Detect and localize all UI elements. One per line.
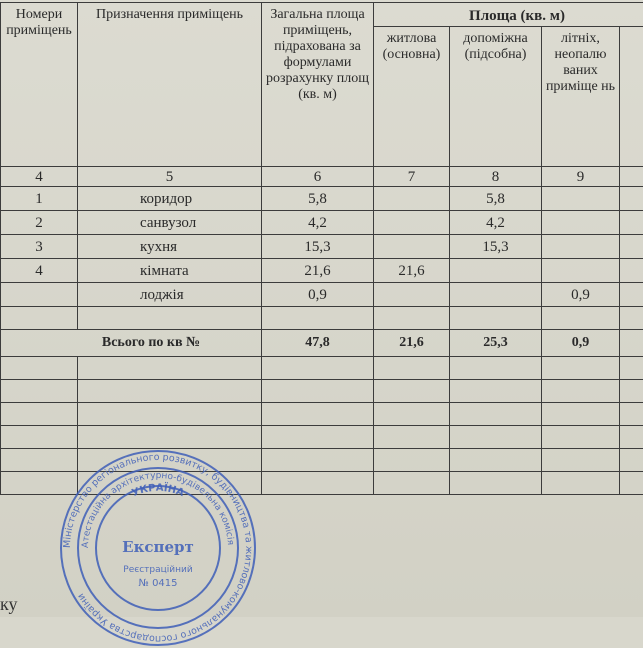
- room-total-area: 0,9: [262, 283, 374, 307]
- room-living-area: [374, 235, 450, 259]
- stamp-reg-label: Реєстраційний: [123, 565, 193, 575]
- room-aux-area: [450, 259, 542, 283]
- footer-fragment: ку: [0, 594, 18, 615]
- room-area-table: [0, 2, 643, 495]
- room-number: 4: [1, 259, 78, 283]
- room-purpose: санвузол: [78, 211, 262, 235]
- room-summer-area: [542, 211, 620, 235]
- column-number: 5: [78, 167, 262, 187]
- table-row-empty: [1, 380, 643, 403]
- column-number: 9: [542, 167, 620, 187]
- table-row-empty: [1, 426, 643, 449]
- room-summer-area: [542, 187, 620, 211]
- room-living-area: [374, 187, 450, 211]
- room-total-area: 15,3: [262, 235, 374, 259]
- room-living-area: [374, 211, 450, 235]
- header-room-numbers: Номери приміщень: [1, 3, 78, 167]
- room-total-area: 21,6: [262, 259, 374, 283]
- header-extra: [620, 27, 643, 167]
- room-number: 2: [1, 211, 78, 235]
- stamp-inner-text: Атестаційна архітектурно-будівельна комісія: [81, 471, 235, 548]
- room-number: 1: [1, 187, 78, 211]
- header-area-group: Площа (кв. м): [374, 3, 643, 27]
- room-purpose: кухня: [78, 235, 262, 259]
- room-number: [1, 283, 78, 307]
- total-living-sum: 21,6: [374, 330, 450, 357]
- room-number: 3: [1, 235, 78, 259]
- room-purpose: лоджія: [78, 283, 262, 307]
- column-number: 8: [450, 167, 542, 187]
- room-total-area: 5,8: [262, 187, 374, 211]
- stamp-reg-number: № 0415: [138, 578, 177, 589]
- column-number: 6: [262, 167, 374, 187]
- room-summer-area: [542, 235, 620, 259]
- column-number: 4: [1, 167, 78, 187]
- total-row: [1, 330, 643, 357]
- room-total-area: 4,2: [262, 211, 374, 235]
- total-area-sum: 47,8: [262, 330, 374, 357]
- table-row: [1, 235, 643, 259]
- header-total-area: Загальна площа приміщень, підрахована за формулами розрахунку площ (кв. м): [262, 3, 374, 167]
- room-purpose: коридор: [78, 187, 262, 211]
- room-summer-area: [542, 259, 620, 283]
- total-aux-sum: 25,3: [450, 330, 542, 357]
- table-row-empty: [1, 307, 643, 330]
- room-living-area: [374, 283, 450, 307]
- table-row: [1, 259, 643, 283]
- table-row-empty: [1, 403, 643, 426]
- table-row-empty: [1, 357, 643, 380]
- room-aux-area: 15,3: [450, 235, 542, 259]
- room-summer-area: 0,9: [542, 283, 620, 307]
- column-number-row: [1, 167, 643, 187]
- table-row: [1, 211, 643, 235]
- stamp-role: Експерт: [122, 538, 194, 556]
- header-living: житлова (основна): [374, 27, 450, 167]
- header-purpose: Призначення приміщень: [78, 3, 262, 167]
- column-number: 7: [374, 167, 450, 187]
- header-summer: літніх, неопалю ваних приміще нь: [542, 27, 620, 167]
- room-aux-area: 4,2: [450, 211, 542, 235]
- expert-stamp: [58, 448, 258, 648]
- room-purpose: кімната: [78, 259, 262, 283]
- total-summer-sum: 0,9: [542, 330, 620, 357]
- room-living-area: 21,6: [374, 259, 450, 283]
- room-aux-area: 5,8: [450, 187, 542, 211]
- header-auxiliary: допоміжна (підсобна): [450, 27, 542, 167]
- table-row: [1, 283, 643, 307]
- total-label: Всього по кв №: [1, 330, 262, 357]
- table-row: [1, 187, 643, 211]
- stamp-country: УКРАЇНА: [130, 480, 185, 499]
- room-aux-area: [450, 283, 542, 307]
- stamp-outer-text: Міністерство регіонального розвитку, будівництва та житлово-комунального господарства України: [62, 452, 254, 644]
